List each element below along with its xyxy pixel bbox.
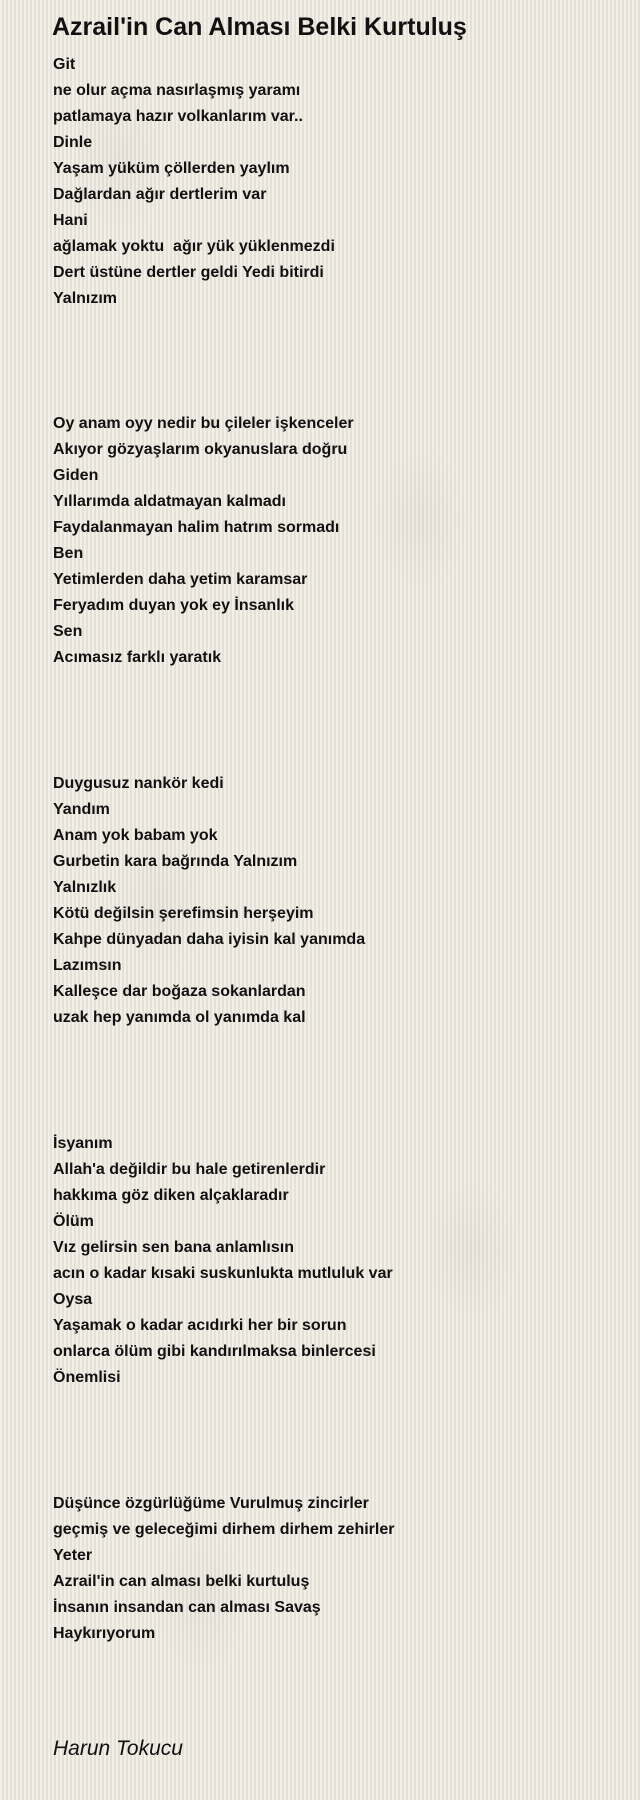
poem-line: Önemlisi [53,1369,121,1386]
poem-line: Anam yok babam yok [53,827,218,844]
poem-line: Allah'a değildir bu hale getirenlerdir [53,1161,326,1178]
poem-line: hakkıma göz diken alçaklaradır [53,1187,289,1204]
poem-line: Kalleşce dar boğaza sokanlardan [53,983,306,1000]
poem-line: Git [53,56,76,73]
stanza [53,411,354,671]
poem-line: Yetimlerden daha yetim karamsar [53,571,308,588]
poem-line: Dert üstüne dertler geldi Yedi bitirdi [53,264,324,281]
poem-line: patlamaya hazır volkanlarım var.. [53,108,303,125]
poem-line: Duygusuz nankör kedi [53,775,224,792]
poem-line: Yalnızım [53,290,118,307]
poem-title: Azrail'in Can Alması Belki Kurtuluş [52,13,467,41]
poem-line: Yaşamak o kadar acıdırki her bir sorun [53,1317,347,1334]
poem-line: Lazımsın [53,957,122,974]
stanza [53,1491,394,1647]
poem-line: uzak hep yanımda ol yanımda kal [53,1009,306,1026]
poem-line: Dinle [53,134,93,151]
poem-line: Yalnızlık [53,879,117,896]
stanza [53,771,365,1031]
poem-line: acın o kadar kısaki suskunlukta mutluluk var [53,1265,393,1282]
poem-line: Yaşam yüküm çöllerden yaylım [53,160,290,177]
poem-line: Dağlardan ağır dertlerim var [53,186,267,203]
poem-line: Haykırıyorum [53,1625,156,1642]
poem-line: Oysa [53,1291,93,1308]
poem-line: Yandım [53,801,110,818]
stanza [53,1131,393,1391]
poem-line: Kötü değilsin şerefimsin herşeyim [53,905,314,922]
poem-line: Akıyor gözyaşlarım okyanuslara doğru [53,441,348,458]
poem-line: Düşünce özgürlüğüme Vurulmuş zincirler [53,1495,369,1512]
poem-line: geçmiş ve geleceğimi dirhem dirhem zehirler [53,1521,395,1538]
poem-line: Ben [53,545,84,562]
poem-line: Feryadım duyan yok ey İnsanlık [53,597,294,614]
poem-line: İnsanın insandan can alması Savaş [53,1599,321,1616]
poem-line: Azrail'in can alması belki kurtuluş [53,1573,310,1590]
poem-line: Faydalanmayan halim hatrım sormadı [53,519,340,536]
poem-line: Acımasız farklı yaratık [53,649,222,666]
poem-line: Oy anam oyy nedir bu çileler işkenceler [53,415,354,432]
poem-line: ağlamak yoktu ağır yük yüklenmezdi [53,238,335,255]
poem-line: İsyanım [53,1135,113,1152]
poem-line: Sen [53,623,83,640]
poem-line: Yıllarımda aldatmayan kalmadı [53,493,286,510]
poem-line: Gurbetin kara bağrında Yalnızım [53,853,298,870]
poem-line: Kahpe dünyadan daha iyisin kal yanımda [53,931,366,948]
poem-line: Hani [53,212,88,229]
stanza [53,52,335,312]
poem-author: Harun Tokucu [53,1737,183,1760]
poem-line: Vız gelirsin sen bana anlamlısın [53,1239,294,1256]
poem-line: onlarca ölüm gibi kandırılmaksa binlercesi [53,1343,376,1360]
poem-line: ne olur açma nasırlaşmış yaramı [53,82,301,99]
poem-line: Yeter [53,1547,93,1564]
poem-line: Giden [53,467,99,484]
poem-line: Ölüm [53,1213,94,1230]
